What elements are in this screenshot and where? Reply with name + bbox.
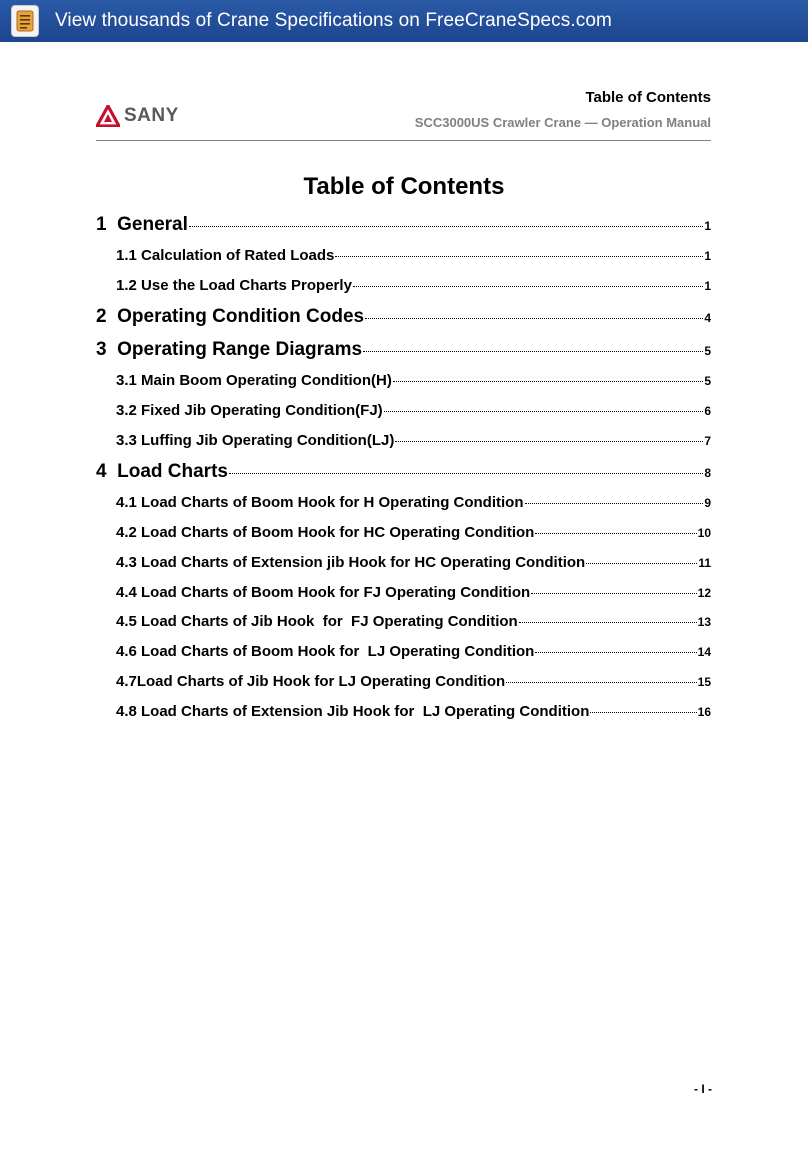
top-banner[interactable] <box>0 0 808 42</box>
toc-page-number: 5 <box>704 344 711 358</box>
toc-entry-label: 2 Operating Condition Codes <box>96 306 365 327</box>
toc-entry-label: 4.5 Load Charts of Jib Hook for FJ Operating Condition <box>116 613 518 630</box>
toc-entry-4-4[interactable] <box>116 584 711 601</box>
logo-text: SANY <box>124 105 179 126</box>
dot-leader <box>395 441 703 442</box>
toc-entry-label: 3.1 Main Boom Operating Condition(H) <box>116 372 392 389</box>
toc-entry-4-5[interactable] <box>116 613 711 630</box>
toc-entry-3-1[interactable] <box>116 372 711 389</box>
dot-leader <box>353 286 703 287</box>
dot-leader <box>535 652 696 653</box>
dot-leader <box>384 411 704 412</box>
toc-page-number: 5 <box>704 374 711 388</box>
banner-link[interactable]: View thousands of Crane Specifications on FreeCraneSpecs.com <box>55 10 612 31</box>
header-title: Table of Contents <box>585 89 711 106</box>
toc-entry-3-2[interactable] <box>116 402 711 419</box>
toc-page-number: 15 <box>697 675 711 689</box>
dot-leader <box>519 622 697 623</box>
toc-entry-label: 1.2 Use the Load Charts Properly <box>116 277 352 294</box>
toc-entry-4-6[interactable] <box>116 643 711 660</box>
toc-page-number: 7 <box>704 434 711 448</box>
toc-entry-label: 3.3 Luffing Jib Operating Condition(LJ) <box>116 432 395 449</box>
toc-page-number: 1 <box>704 219 711 233</box>
dot-leader <box>335 256 703 257</box>
toc-entry-label: 4.2 Load Charts of Boom Hook for HC Operating Condition <box>116 524 535 541</box>
toc-entry-label: 4.3 Load Charts of Extension jib Hook for HC Operating Condition <box>116 554 586 571</box>
dot-leader <box>506 682 696 683</box>
dot-leader <box>363 351 703 352</box>
toc-entry-4-8[interactable] <box>116 703 711 720</box>
dot-leader <box>365 318 703 319</box>
dot-leader <box>189 226 703 227</box>
dot-leader <box>535 533 696 534</box>
toc-page-number: 13 <box>697 615 711 629</box>
toc-page-number: 1 <box>704 279 711 293</box>
header-subtitle: SCC3000US Crawler Crane — Operation Manual <box>414 115 711 130</box>
toc-page-number: 14 <box>697 645 711 659</box>
dot-leader <box>525 503 704 504</box>
toc-entry-label: 3.2 Fixed Jib Operating Condition(FJ) <box>116 402 383 419</box>
toc-entry-4-1[interactable] <box>116 494 711 511</box>
toc-title: Table of Contents <box>303 173 505 200</box>
sany-logo-icon <box>96 105 120 127</box>
toc-page-number: 4 <box>704 311 711 325</box>
toc-entry-label: 1 General <box>96 214 188 235</box>
toc-entry-label: 4.1 Load Charts of Boom Hook for H Operating Condition <box>116 494 524 511</box>
dot-leader <box>393 381 703 382</box>
toc-page-number: 11 <box>698 556 711 570</box>
dot-leader <box>590 712 696 713</box>
dot-leader <box>531 593 696 594</box>
dot-leader <box>229 473 703 474</box>
toc-entry-label: 4.7Load Charts of Jib Hook for LJ Operating Condition <box>116 673 506 690</box>
sany-logo <box>96 105 179 127</box>
toc-entry-3-3[interactable] <box>116 432 711 449</box>
toc-entry-label: 1.1 Calculation of Rated Loads <box>116 247 335 264</box>
toc-page-number: 16 <box>697 705 711 719</box>
page-header <box>96 88 711 141</box>
dot-leader <box>586 563 697 564</box>
toc-entry-1-2[interactable] <box>116 277 711 294</box>
toc-page-number: 6 <box>704 404 711 418</box>
toc-page-number: 8 <box>704 466 711 480</box>
toc-page-number: 12 <box>697 586 711 600</box>
toc-page-number: 1 <box>704 249 711 263</box>
toc-entry-operating-condition-codes[interactable] <box>96 306 711 328</box>
toc-entry-general[interactable] <box>96 214 711 236</box>
toc-entry-label: 4.6 Load Charts of Boom Hook for LJ Operating Condition <box>116 643 535 660</box>
toc-page-number: 10 <box>697 526 711 540</box>
toc-entry-4-7[interactable] <box>116 673 711 690</box>
page-number: - I - <box>694 1082 712 1096</box>
toc-entry-1-1[interactable] <box>116 247 711 264</box>
toc-entry-operating-range-diagrams[interactable] <box>96 339 711 361</box>
document-icon <box>11 5 39 37</box>
toc-entry-4-3[interactable] <box>116 554 711 571</box>
toc-entry-load-charts[interactable] <box>96 461 711 483</box>
toc-page-number: 9 <box>704 496 711 510</box>
toc-entry-label: 4 Load Charts <box>96 461 228 482</box>
toc-entry-label: 4.4 Load Charts of Boom Hook for FJ Operating Condition <box>116 584 531 601</box>
toc-entry-4-2[interactable] <box>116 524 711 541</box>
toc-entry-label: 4.8 Load Charts of Extension Jib Hook for LJ Operating Condition <box>116 703 590 720</box>
toc-entry-label: 3 Operating Range Diagrams <box>96 339 363 360</box>
